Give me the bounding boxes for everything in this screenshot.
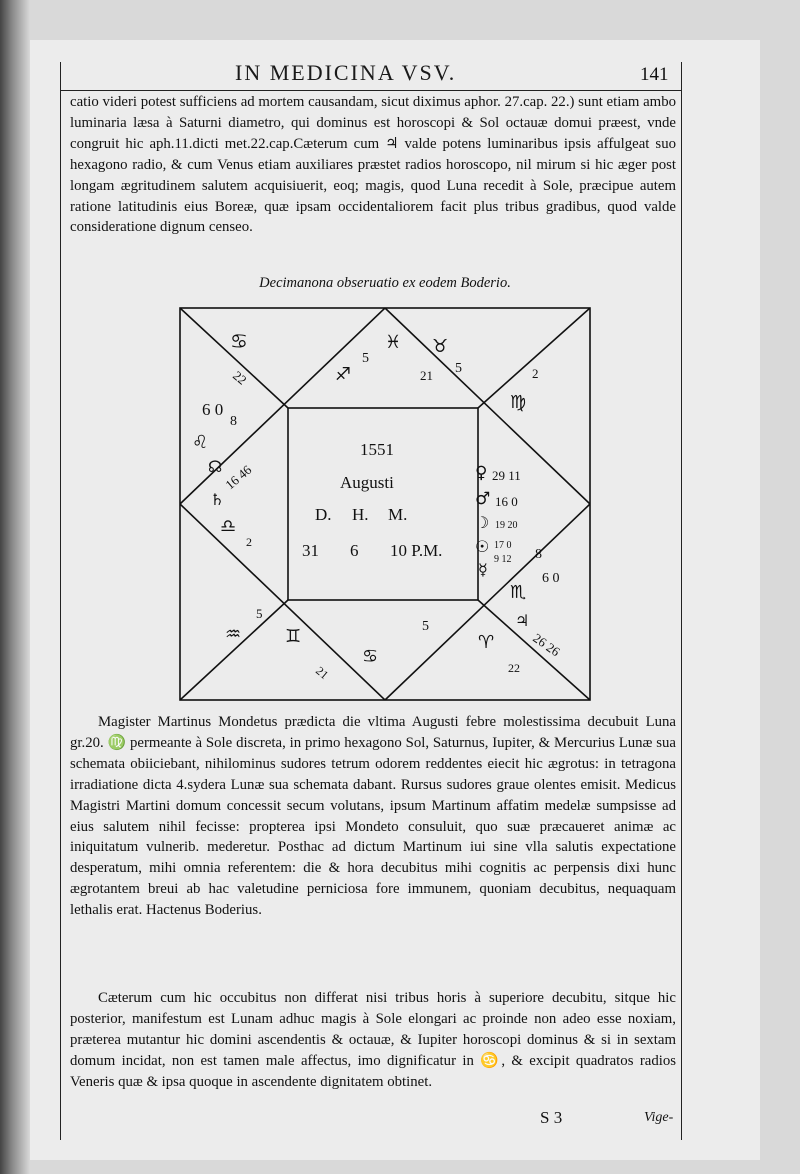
saturn-degree: 16 46 (222, 462, 255, 493)
bottom-right-degree: 22 (508, 661, 520, 675)
book-gutter-shadow (0, 0, 30, 1174)
house-10-sign: ♐ (335, 364, 352, 385)
center-minute: 10 P.M. (390, 541, 443, 560)
outer-square (180, 308, 590, 700)
jupiter-degree: 26 26 (530, 630, 563, 660)
header-rule (60, 90, 682, 91)
north-node-icon: ☊ (208, 457, 223, 476)
paragraph-2: Magister Martinus Mondetus prædicta die vltima Augusti febre molestissima decubuit Luna gr.20. ♍ permeante à Sole discreta, in primo hexagono Sol, Saturnus, Iupiter, & Mercurius Lunæ sua schemata obiiciebant, nihilominus sudores tetrum odorem reddentes eiecit hic ægrotus: in tetragona irradiatione dicta 4.sydera Lunæ sua schemata dabant. Rursus sudores graue olentes emisit. Medicus Magistri Martini domum concessit secum volutans, ipsum Martinum affatim medelæ sumpsisse ad eius salutem nihil fecisse: propterea ipsi Mondeto consuluit, quo suæ præcaueret animæ ac iniquitatum vulnerib. mederetur. Posthac ad dictum Martinum iui sine vlla salutis expectatione desperatum, mihi omnia referentem: die & hora decubitus mihi cognitis ac perpensis dixi hunc ægrotantem breui ab hac valetudine perniciosa fore immunem, quoniam decubitus, nequaquam lethalis erat. Hactenus Boderius. (70, 714, 676, 919)
center-heading-m: M. (388, 505, 408, 524)
top-mid-degree-b: 21 (420, 368, 433, 383)
house-12-sign: ♋ (230, 329, 248, 353)
sun-icon: ☉ (475, 537, 490, 556)
center-day: 31 (302, 541, 319, 560)
inner-square (288, 408, 478, 600)
mercury-degree: 9 12 (494, 554, 512, 565)
horoscope-svg (170, 300, 600, 710)
page-number: 141 (640, 64, 669, 85)
center-month: Augusti (340, 473, 394, 492)
moon-icon: ☽ (475, 513, 490, 532)
house-1-sign: ♌ (192, 432, 209, 453)
house-2-sign: ♎ (220, 516, 237, 537)
venus-degree: 29 11 (492, 468, 521, 483)
horoscope-lines (180, 308, 590, 700)
mars-degree: 16 0 (495, 494, 518, 509)
paragraph-1: catio videri potest sufficiens ad mortem causandam, sicut diximus aphor. 27.cap. 22.) sunt etiam ambo luminaria læsa à Saturni diametro, qui dominus est horoscopi & Sol octauæ domui præest, vnde congruit hic aph.11.dicti met.22.cap.Cæterum cum ♃ valde potens luminaribus ipsis affulgeat suo hexagono radio, & cum Venus etiam auxiliares præstet radios horoscopo, nil mirum si hic æger post longam ægritudinem salutem acquisiuerit, eoq; magis, quod Luna recedit à Sole, præcipue autem ratione latitudinis eius Boreæ, quæ ipsam occidentaliorem facit plus tribus gradibus, quod valde consideratione dignum censeo. (70, 94, 676, 236)
right-lower-degree-a: 8 (535, 547, 542, 562)
saturn-icon: ♄ (210, 490, 225, 509)
house-7-sign: ♍ (510, 392, 527, 413)
venus-icon: ♀ (475, 463, 488, 483)
center-heading-h: H. (352, 505, 369, 524)
house-12-degree: 22 (230, 367, 250, 388)
sun-degree: 17 0 (494, 540, 512, 551)
catchword: Vige- (644, 1110, 674, 1125)
left-mid-degree: 8 (230, 414, 237, 429)
horoscope-chart (170, 300, 600, 710)
center-hour: 6 (350, 541, 359, 560)
running-head: IN MEDICINA VSV. (235, 60, 457, 85)
moon-degree: 19 20 (495, 520, 518, 531)
paragraph-3: Cæterum cum hic occubitus non differat nisi tribus horis à superiore decubitu, sitque hic posterior, manifestum est Lunam adhuc magis à Sole elongari ac proinde non adeo esse noxiam, præterea mutantur hic domini ascendentis & octauæ, & Iupiter horoscopi dominus & si in sextam domum incidat, non est tamen male affectus, imo dignificatur in ♋, & excipit quadratos radios Veneris quæ & ipsa quoque in ascendente dignitatem obtinet. (70, 990, 676, 1090)
right-lower-degree-b: 6 0 (542, 571, 560, 586)
bottom-mid-degree-a: 21 (313, 663, 332, 683)
chart-caption: Decimanona obseruatio ex eodem Boderio. (259, 275, 511, 291)
signature-mark: S 3 (540, 1108, 563, 1127)
node-degree: 6 0 (202, 400, 224, 419)
bottom-left-degree: 5 (256, 606, 263, 621)
mercury-icon: ☿ (478, 560, 488, 579)
jupiter-icon: ♃ (515, 611, 530, 630)
house-3-sign: ♊ (285, 626, 302, 647)
top-mid-degree-c: 5 (455, 361, 462, 376)
center-year: 1551 (360, 440, 394, 459)
center-heading-d: D. (315, 505, 332, 524)
house-8-sign: ♉ (432, 336, 449, 357)
house-6-sign: ♏ (510, 582, 527, 603)
bottom-mid-degree-b: 5 (422, 619, 429, 634)
house-5-sign: ♈ (478, 632, 495, 653)
top-mid-degree-a: 5 (362, 351, 369, 366)
house-9-sign: ♓ (385, 332, 402, 353)
mars-icon: ♂ (475, 489, 491, 509)
right-upper-degree: 2 (532, 366, 539, 381)
left-lower-degree: 2 (246, 535, 252, 549)
house-4-sign: ♋ (362, 646, 379, 667)
house-2b-sign: ♒ (225, 624, 242, 645)
